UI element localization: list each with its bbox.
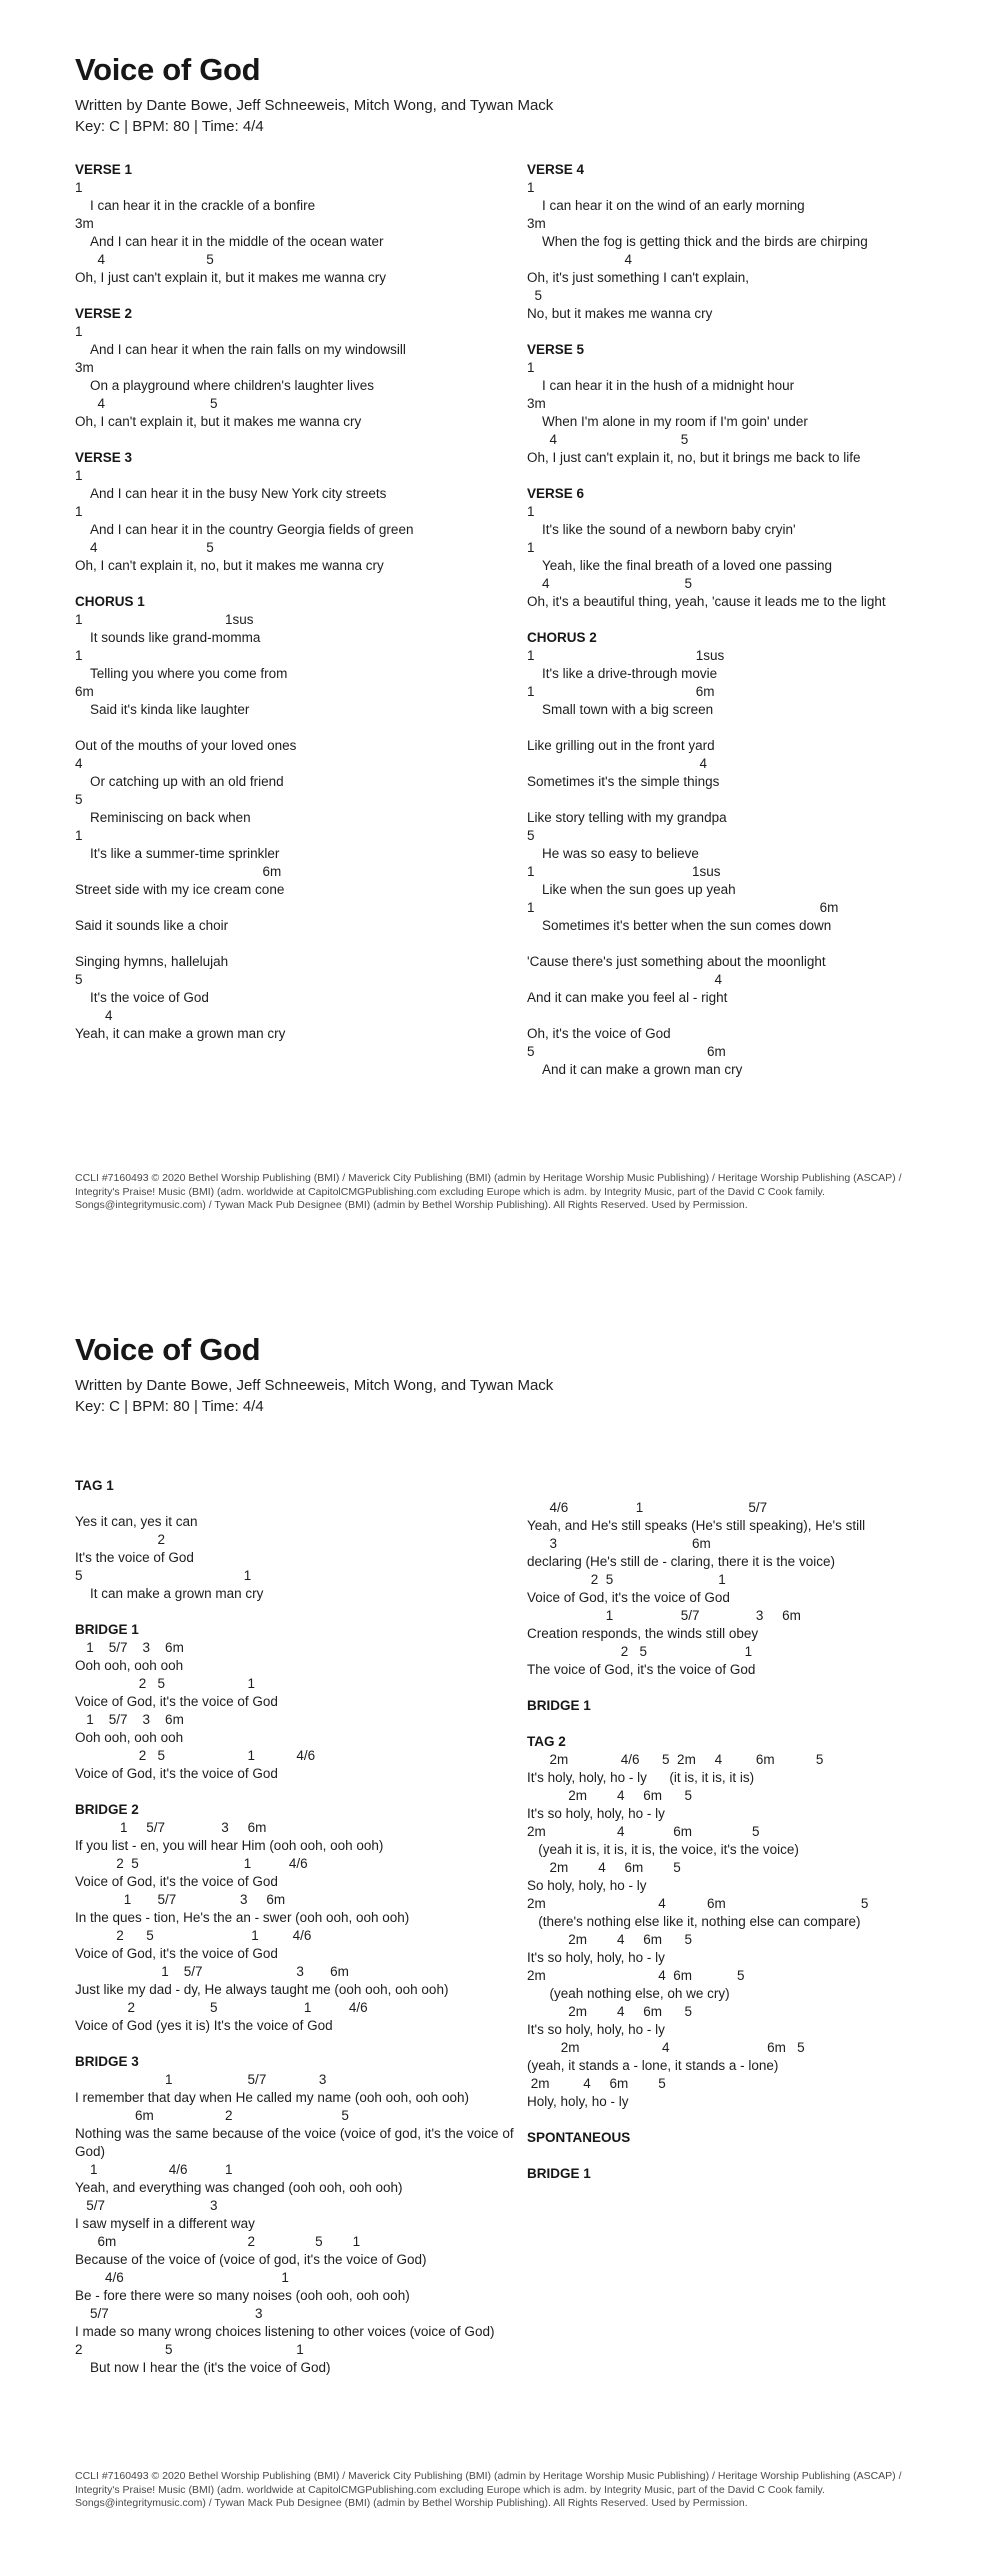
lyric-line: If you list - en, you will hear Him (ooh ooh, ooh ooh) [75, 1838, 384, 1853]
chord-line: 2m 4 6m 5 [527, 2076, 666, 2091]
chord-line: 2 5 1 4/6 [75, 1748, 316, 1763]
chord-line: 5/7 3 [75, 2306, 263, 2321]
lyric-line: Like grilling out in the front yard [527, 738, 715, 753]
song-section [527, 341, 944, 467]
chord-line: 2 5 1 [75, 1676, 256, 1691]
blank-line [75, 935, 515, 953]
chord-line: 1 [527, 540, 535, 555]
chord-line: 1 5/7 3 6m [75, 1640, 184, 1655]
lyric-line: (yeah, it stands a - lone, it stands a - lone) [527, 2058, 779, 2073]
lyric-line: Ooh ooh, ooh ooh [75, 1658, 184, 1673]
lyric-line: Yeah, like the final breath of a loved one passing [527, 558, 832, 573]
chord-line: 5/7 3 [75, 2198, 218, 2213]
lyric-line: And I can hear it in the busy New York city streets [75, 486, 387, 501]
page-header [0, 1280, 989, 1415]
lyric-line: Voice of God, it's the voice of God [75, 1874, 278, 1889]
lyric-line: When I'm alone in my room if I'm goin' under [527, 414, 808, 429]
song-section [527, 2165, 944, 2183]
lyric-line: Yeah, and He's still speaks (He's still speaking), He's still [527, 1518, 866, 1533]
song-section [75, 449, 515, 575]
chord-line: 1 [75, 648, 83, 663]
lyric-line: Because of the voice of (voice of god, it's the voice of God) [75, 2252, 427, 2267]
lyric-line: Just like my dad - dy, He always taught me (ooh ooh, ooh ooh) [75, 1982, 449, 1997]
lyric-line: I can hear it in the hush of a midnight hour [527, 378, 795, 393]
lyric-line: Oh, it's just something I can't explain, [527, 270, 750, 285]
blank-line [527, 1007, 944, 1025]
page-header [0, 0, 989, 135]
chord-line: 6m [75, 684, 94, 699]
chord-line: 2 [75, 1532, 166, 1547]
copyright-footer: CCLI #7160493 © 2020 Bethel Worship Publishing (BMI) / Maverick City Publishing (BMI) (admin by Heritage Worship Music Publishing) / Heritage Worship Publishing (ASCAP) / Integrity's Praise! Music (BMI) (adm. worldwide at CapitolCMGPublishing.com excluding Europe which is adm. by Integrity Music, part of the David C Cook family. Songs@integritymusic.com) / Tywan Mack Pub Designee (BMI) (admin by Bethel Worship Publishing). All Rights Reserved. Used by Permission. [75, 2470, 902, 2509]
chord-line: 1 5/7 3 6m [75, 1964, 349, 1979]
lyric-line: Voice of God, it's the voice of God [75, 1694, 278, 1709]
lyric-line: Yeah, it can make a grown man cry [75, 1026, 286, 1041]
lyric-line: Voice of God, it's the voice of God [75, 1946, 278, 1961]
chord-line: 5 [527, 828, 535, 843]
section-heading: BRIDGE 3 [75, 2054, 139, 2069]
chord-line: 1 [75, 504, 83, 519]
lyric-line: It's the voice of God [75, 990, 209, 1005]
lyric-line: And I can hear it in the middle of the ocean water [75, 234, 384, 249]
chord-line: 2 5 1 4/6 [75, 1856, 308, 1871]
lyric-line: Oh, it's a beautiful thing, yeah, 'cause it leads me to the light [527, 594, 886, 609]
chord-line: 4 [527, 252, 633, 267]
lyric-line: Sometimes it's better when the sun comes down [527, 918, 832, 933]
lyric-line: Small town with a big screen [527, 702, 714, 717]
chord-line: 2m 4/6 5 2m 4 6m 5 [527, 1752, 824, 1767]
lyric-line: Like when the sun goes up yeah [527, 882, 736, 897]
section-heading: BRIDGE 2 [75, 1802, 139, 1817]
lyric-line: (yeah it is, it is, it is, the voice, it's the voice) [527, 1842, 799, 1857]
chord-line: 1 1sus [527, 864, 721, 879]
lyric-line: It's like the sound of a newborn baby cryin' [527, 522, 796, 537]
lyric-line: Voice of God (yes it is) It's the voice of God [75, 2018, 333, 2033]
lyric-line: It's so holy, holy, ho - ly [527, 1950, 665, 1965]
chord-line: 1 1sus [527, 648, 725, 663]
chord-line: 4 5 [527, 576, 693, 591]
chord-line: 1 5/7 3 6m [75, 1820, 267, 1835]
chord-line: 2m 4 6m 5 [527, 2004, 693, 2019]
song-section [75, 1801, 515, 2035]
chord-line: 5 6m [527, 1044, 726, 1059]
chord-line: 6m 2 5 [75, 2108, 349, 2123]
section-heading: VERSE 6 [527, 486, 585, 501]
chord-line: 3m [75, 216, 94, 231]
chord-line: 2m 4 6m 5 [527, 1896, 869, 1911]
lyric-line: It's the voice of God [75, 1550, 194, 1565]
lyric-line: Sometimes it's the simple things [527, 774, 720, 789]
lyric-line: Oh, I can't explain it, no, but it makes me wanna cry [75, 558, 384, 573]
section-heading: VERSE 2 [75, 306, 133, 321]
song-title: Voice of God [75, 1332, 261, 1367]
column-left [75, 1477, 518, 2395]
chord-line: 1 [527, 504, 535, 519]
chord-line: 1 [75, 180, 83, 195]
lyric-line: Said it's kinda like laughter [75, 702, 250, 717]
lyric-line: Yes it can, yes it can [75, 1514, 198, 1529]
chord-line: 5 1 [75, 1568, 252, 1583]
byline: Written by Dante Bowe, Jeff Schneeweis, Mitch Wong, and Tywan Mack [75, 97, 554, 114]
song-title: Voice of God [75, 52, 261, 87]
lyric-line: Voice of God, it's the voice of God [527, 1590, 730, 1605]
lyric-line: In the ques - tion, He's the an - swer (ooh ooh, ooh ooh) [75, 1910, 410, 1925]
lyric-line: Yeah, and everything was changed (ooh ooh, ooh ooh) [75, 2180, 403, 2195]
lyric-line: Said it sounds like a choir [75, 918, 229, 933]
chord-line: 2m 4 6m 5 [527, 1788, 693, 1803]
chord-line: 1 [75, 828, 83, 843]
lyric-line: Oh, I just can't explain it, no, but it brings me back to life [527, 450, 861, 465]
song-section [75, 1621, 515, 1783]
chord-line: 4 5 [75, 540, 214, 555]
lyric-line: And it can make you feel al - right [527, 990, 728, 1005]
lyric-line: Oh, I just can't explain it, but it makes me wanna cry [75, 270, 386, 285]
chord-line: 2m 4 6m 5 [527, 2040, 805, 2055]
lyric-line: Nothing was the same because of the voice (voice of god, it's the voice of God) [75, 2126, 518, 2159]
chord-line: 6m 2 5 1 [75, 2234, 361, 2249]
song-section [75, 2053, 518, 2377]
lyric-line: And I can hear it in the country Georgia fields of green [75, 522, 414, 537]
chord-line: 4 [75, 1008, 113, 1023]
chord-line: 3m [75, 360, 94, 375]
chord-line: 1 [75, 324, 83, 339]
lyric-line: Be - fore there were so many noises (ooh ooh, ooh ooh) [75, 2288, 410, 2303]
section-heading: CHORUS 1 [75, 594, 145, 609]
lyric-line: I can hear it on the wind of an early morning [527, 198, 805, 213]
lyric-line: When the fog is getting thick and the birds are chirping [527, 234, 868, 249]
lyric-line: It sounds like grand-momma [75, 630, 261, 645]
chord-line: 2m 4 6m 5 [527, 1860, 681, 1875]
chord-line: 1 6m [527, 684, 715, 699]
chord-line: 1 [527, 180, 535, 195]
chord-line: 1 5/7 3 6m [75, 1712, 184, 1727]
columns [0, 161, 989, 1097]
chord-line: 2 5 1 [527, 1572, 726, 1587]
chord-line: 1 1sus [75, 612, 254, 627]
song-section [527, 629, 944, 1079]
lyric-line: Out of the mouths of your loved ones [75, 738, 297, 753]
lyric-line: It can make a grown man cry [75, 1586, 264, 1601]
section-heading: CHORUS 2 [527, 630, 597, 645]
chord-line: 3m [527, 216, 546, 231]
chord-line: 1 5/7 3 6m [75, 1892, 286, 1907]
blank-line [527, 935, 944, 953]
column-left [75, 161, 515, 1097]
section-heading: VERSE 3 [75, 450, 133, 465]
lyric-line: Oh, I can't explain it, but it makes me wanna cry [75, 414, 362, 429]
copyright-footer: CCLI #7160493 © 2020 Bethel Worship Publishing (BMI) / Maverick City Publishing (BMI) (admin by Heritage Worship Music Publishing) / Heritage Worship Publishing (ASCAP) / Integrity's Praise! Music (BMI) (adm. worldwide at CapitolCMGPublishing.com excluding Europe which is adm. by Integrity Music, part of the David C Cook family. Songs@integritymusic.com) / Tywan Mack Pub Designee (BMI) (admin by Bethel Worship Publishing). All Rights Reserved. Used by Permission. [75, 1172, 902, 1211]
chord-line: 2 5 1 4/6 [75, 2000, 368, 2015]
chord-line: 4 5 [75, 252, 214, 267]
song-section [527, 1499, 944, 1679]
chord-line: 5 [75, 792, 83, 807]
lyric-line: Street side with my ice cream cone [75, 882, 285, 897]
chord-line: 2 5 1 [75, 2342, 304, 2357]
lyric-line: Creation responds, the winds still obey [527, 1626, 759, 1641]
blank-line [527, 791, 944, 809]
lyric-line: Or catching up with an old friend [75, 774, 284, 789]
section-heading: BRIDGE 1 [75, 1622, 139, 1637]
section-heading: TAG 1 [75, 1478, 114, 1493]
lyric-line: It's like a summer-time sprinkler [75, 846, 280, 861]
chord-line: 2m 4 6m 5 [527, 1968, 745, 1983]
lyric-line: On a playground where children's laughter lives [75, 378, 375, 393]
section-heading: VERSE 1 [75, 162, 133, 177]
chord-line: 4/6 1 [75, 2270, 289, 2285]
lyric-line: (yeah nothing else, oh we cry) [527, 1986, 730, 2001]
chord-line: 5 [75, 972, 83, 987]
key-bpm-time: Key: C | BPM: 80 | Time: 4/4 [75, 1398, 264, 1415]
section-heading: BRIDGE 1 [527, 2166, 591, 2181]
chord-line: 1 [527, 360, 535, 375]
chord-line: 2m 4 6m 5 [527, 1932, 693, 1947]
chord-line: 4 [527, 972, 723, 987]
chord-line: 2 5 1 4/6 [75, 1928, 312, 1943]
section-heading: BRIDGE 1 [527, 1698, 591, 1713]
lyric-line: Oh, it's the voice of God [527, 1026, 671, 1041]
chord-line: 4 [527, 756, 708, 771]
lyric-line: Reminiscing on back when [75, 810, 251, 825]
chord-line: 2m 4 6m 5 [527, 1824, 760, 1839]
lyric-line: It's holy, holy, ho - ly (it is, it is, it is) [527, 1770, 755, 1785]
song-section [75, 593, 515, 1043]
section-heading: TAG 2 [527, 1734, 566, 1749]
chord-line: 3m [527, 396, 546, 411]
lyric-line: Like story telling with my grandpa [527, 810, 727, 825]
chord-line: 2 5 1 [527, 1644, 753, 1659]
section-heading: SPONTANEOUS [527, 2130, 631, 2145]
chord-line: 5 [527, 288, 543, 303]
chord-line: 4 [75, 756, 83, 771]
lyric-line: declaring (He's still de - claring, there it is the voice) [527, 1554, 835, 1569]
lyric-line: Ooh ooh, ooh ooh [75, 1730, 184, 1745]
blank-line [527, 719, 944, 737]
lyric-line: It's so holy, holy, ho - ly [527, 1806, 665, 1821]
lyric-line: I remember that day when He called my name (ooh ooh, ooh ooh) [75, 2090, 469, 2105]
chord-line: 1 6m [527, 900, 839, 915]
lyric-line: It's so holy, holy, ho - ly [527, 2022, 665, 2037]
lyric-line: And I can hear it when the rain falls on my windowsill [75, 342, 406, 357]
song-section [527, 1697, 944, 1715]
lyric-line: The voice of God, it's the voice of God [527, 1662, 756, 1677]
lyric-line: (there's nothing else like it, nothing else can compare) [527, 1914, 861, 1929]
key-bpm-time: Key: C | BPM: 80 | Time: 4/4 [75, 118, 264, 135]
lyric-line: 'Cause there's just something about the moonlight [527, 954, 826, 969]
chord-line: 6m [75, 864, 282, 879]
lyric-line: Singing hymns, hallelujah [75, 954, 229, 969]
column-right [527, 1477, 944, 2395]
song-section [527, 161, 944, 323]
lyric-line: I can hear it in the crackle of a bonfire [75, 198, 316, 213]
song-section [75, 305, 515, 431]
lyric-line: I saw myself in a different way [75, 2216, 255, 2231]
lyric-line: Voice of God, it's the voice of God [75, 1766, 278, 1781]
byline: Written by Dante Bowe, Jeff Schneeweis, Mitch Wong, and Tywan Mack [75, 1377, 554, 1394]
lyric-line: So holy, holy, ho - ly [527, 1878, 647, 1893]
column-right [527, 161, 944, 1097]
song-section [527, 1733, 944, 2111]
chord-line: 1 5/7 3 [75, 2072, 327, 2087]
chord-line: 1 5/7 3 6m [527, 1608, 801, 1623]
song-section [75, 161, 515, 287]
lyric-line: No, but it makes me wanna cry [527, 306, 713, 321]
lyric-line: Telling you where you come from [75, 666, 288, 681]
lyric-line: I made so many wrong choices listening to other voices (voice of God) [75, 2324, 495, 2339]
chord-line: 1 [75, 468, 83, 483]
chord-line: 4 5 [75, 396, 218, 411]
lyric-line: He was so easy to believe [527, 846, 699, 861]
section-heading: VERSE 5 [527, 342, 585, 357]
page-2 [0, 1280, 989, 2560]
blank-line [75, 719, 515, 737]
lyric-line: But now I hear the (it's the voice of God) [75, 2360, 331, 2375]
lyric-line: Holy, holy, ho - ly [527, 2094, 629, 2109]
blank-line [75, 1495, 515, 1513]
section-heading: VERSE 4 [527, 162, 585, 177]
lyric-line: And it can make a grown man cry [527, 1062, 743, 1077]
columns [0, 1477, 989, 2395]
lyric-line: It's like a drive-through movie [527, 666, 718, 681]
song-section [527, 2129, 944, 2147]
chord-line: 4/6 1 5/7 [527, 1500, 768, 1515]
song-section [75, 1477, 515, 1603]
chord-line: 3 6m [527, 1536, 711, 1551]
chord-line: 1 4/6 1 [75, 2162, 233, 2177]
blank-line [75, 899, 515, 917]
song-section [527, 485, 944, 611]
chord-line: 4 5 [527, 432, 689, 447]
